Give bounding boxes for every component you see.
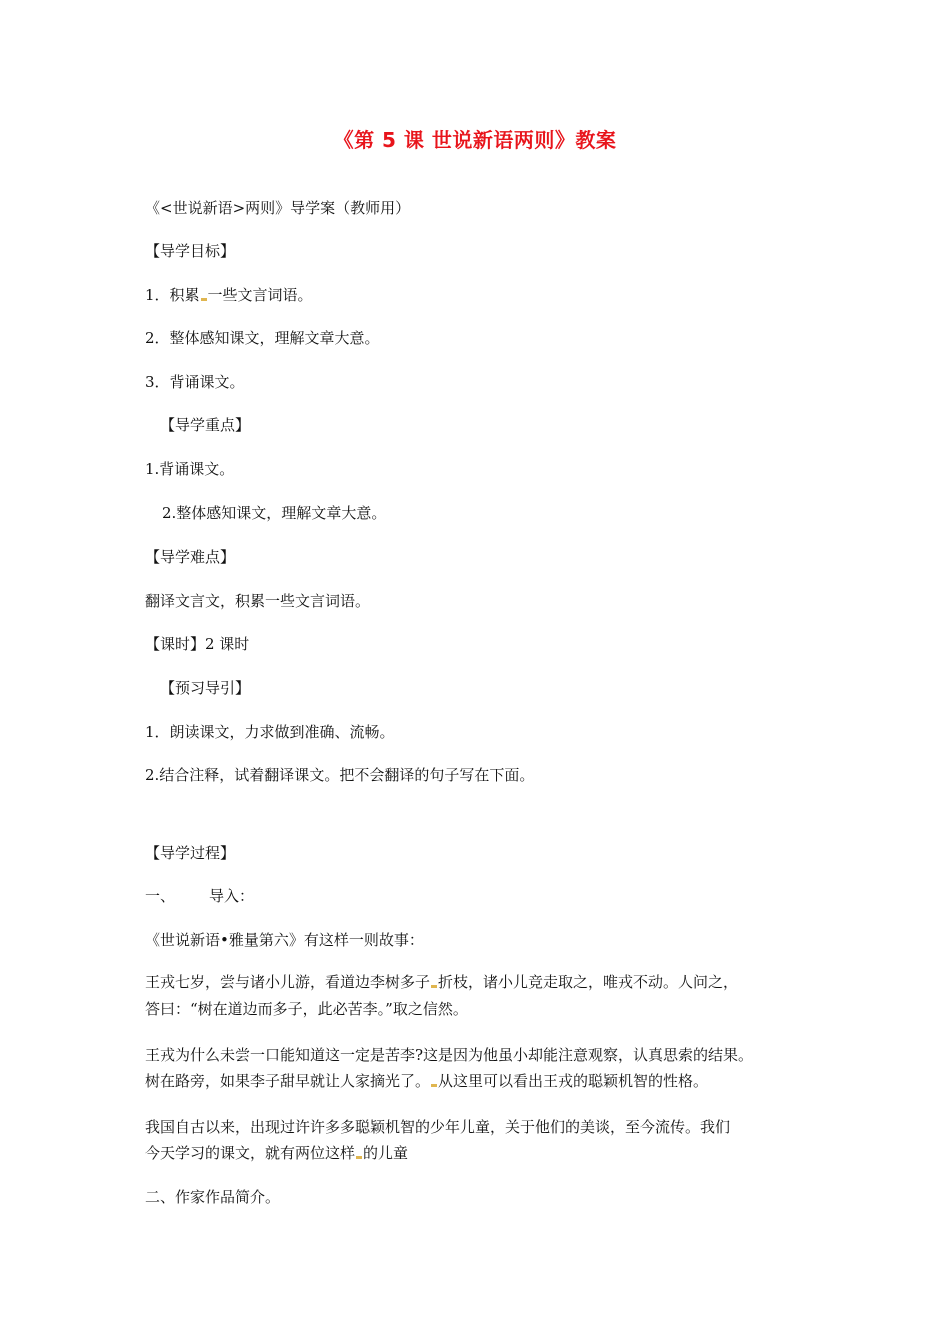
edit-mark: [431, 1084, 437, 1087]
section-2-heading: 二、作家作品简介。: [145, 1188, 281, 1206]
edit-mark: [356, 1156, 362, 1159]
preview-item-1: 1．朗读课文，力求做到准确、流畅。: [145, 723, 395, 741]
goal-item-2: 2．整体感知课文，理解文章大意。: [145, 329, 380, 347]
difficulty-heading: 【导学难点】: [145, 548, 236, 566]
goal-item-3: 3．背诵课文。: [145, 373, 245, 391]
key-point-1: 1.背诵课文。: [145, 460, 235, 478]
difficulty-text: 翻译文言文，积累一些文言词语。: [145, 592, 371, 610]
edit-mark: [201, 298, 207, 301]
subtitle: 《<世说新语>两则》导学案（教师用）: [145, 199, 411, 217]
section-1-heading: 一、 导入：: [145, 887, 255, 905]
document-title: 《第 5 课 世说新语两则》教案: [333, 128, 617, 152]
intro-line-2: 今天学习的课文，就有两位这样 的儿童: [145, 1144, 409, 1162]
goals-heading: 【导学目标】: [145, 242, 236, 260]
preview-heading: 【预习导引】: [160, 679, 251, 697]
edit-mark: [431, 985, 437, 988]
goal-item-1: 1．积累 一些文言词语。: [145, 286, 313, 304]
key-point-2: 2.整体感知课文，理解文章大意。: [162, 504, 387, 522]
key-points-heading: 【导学重点】: [160, 416, 251, 434]
preview-item-2: 2.结合注释，试着翻译课文。把不会翻译的句子写在下面。: [145, 766, 535, 784]
process-heading: 【导学过程】: [145, 844, 236, 862]
explain-line-1: 王戎为什么未尝一口能知道这一定是苦李?这是因为他虽小却能注意观察，认真思索的结果。: [145, 1046, 754, 1064]
class-hours: 【课时】2 课时: [145, 635, 250, 653]
story-line-2: 答曰：“树在道边而多子，此必苦李。”取之信然。: [145, 1000, 468, 1018]
story-intro: 《世说新语•雅量第六》有这样一则故事：: [145, 931, 424, 949]
explain-line-2: 树在路旁，如果李子甜早就让人家摘光了。 从这里可以看出王戎的聪颖机智的性格。: [145, 1072, 709, 1090]
intro-line-1: 我国自古以来，出现过许许多多聪颖机智的少年儿童，关于他们的美谈，至今流传。我们: [145, 1118, 731, 1136]
story-line-1: 王戎七岁，尝与诸小儿游，看道边李树多子 折枝，诸小儿竞走取之，唯戎不动。人问之，: [145, 973, 739, 991]
